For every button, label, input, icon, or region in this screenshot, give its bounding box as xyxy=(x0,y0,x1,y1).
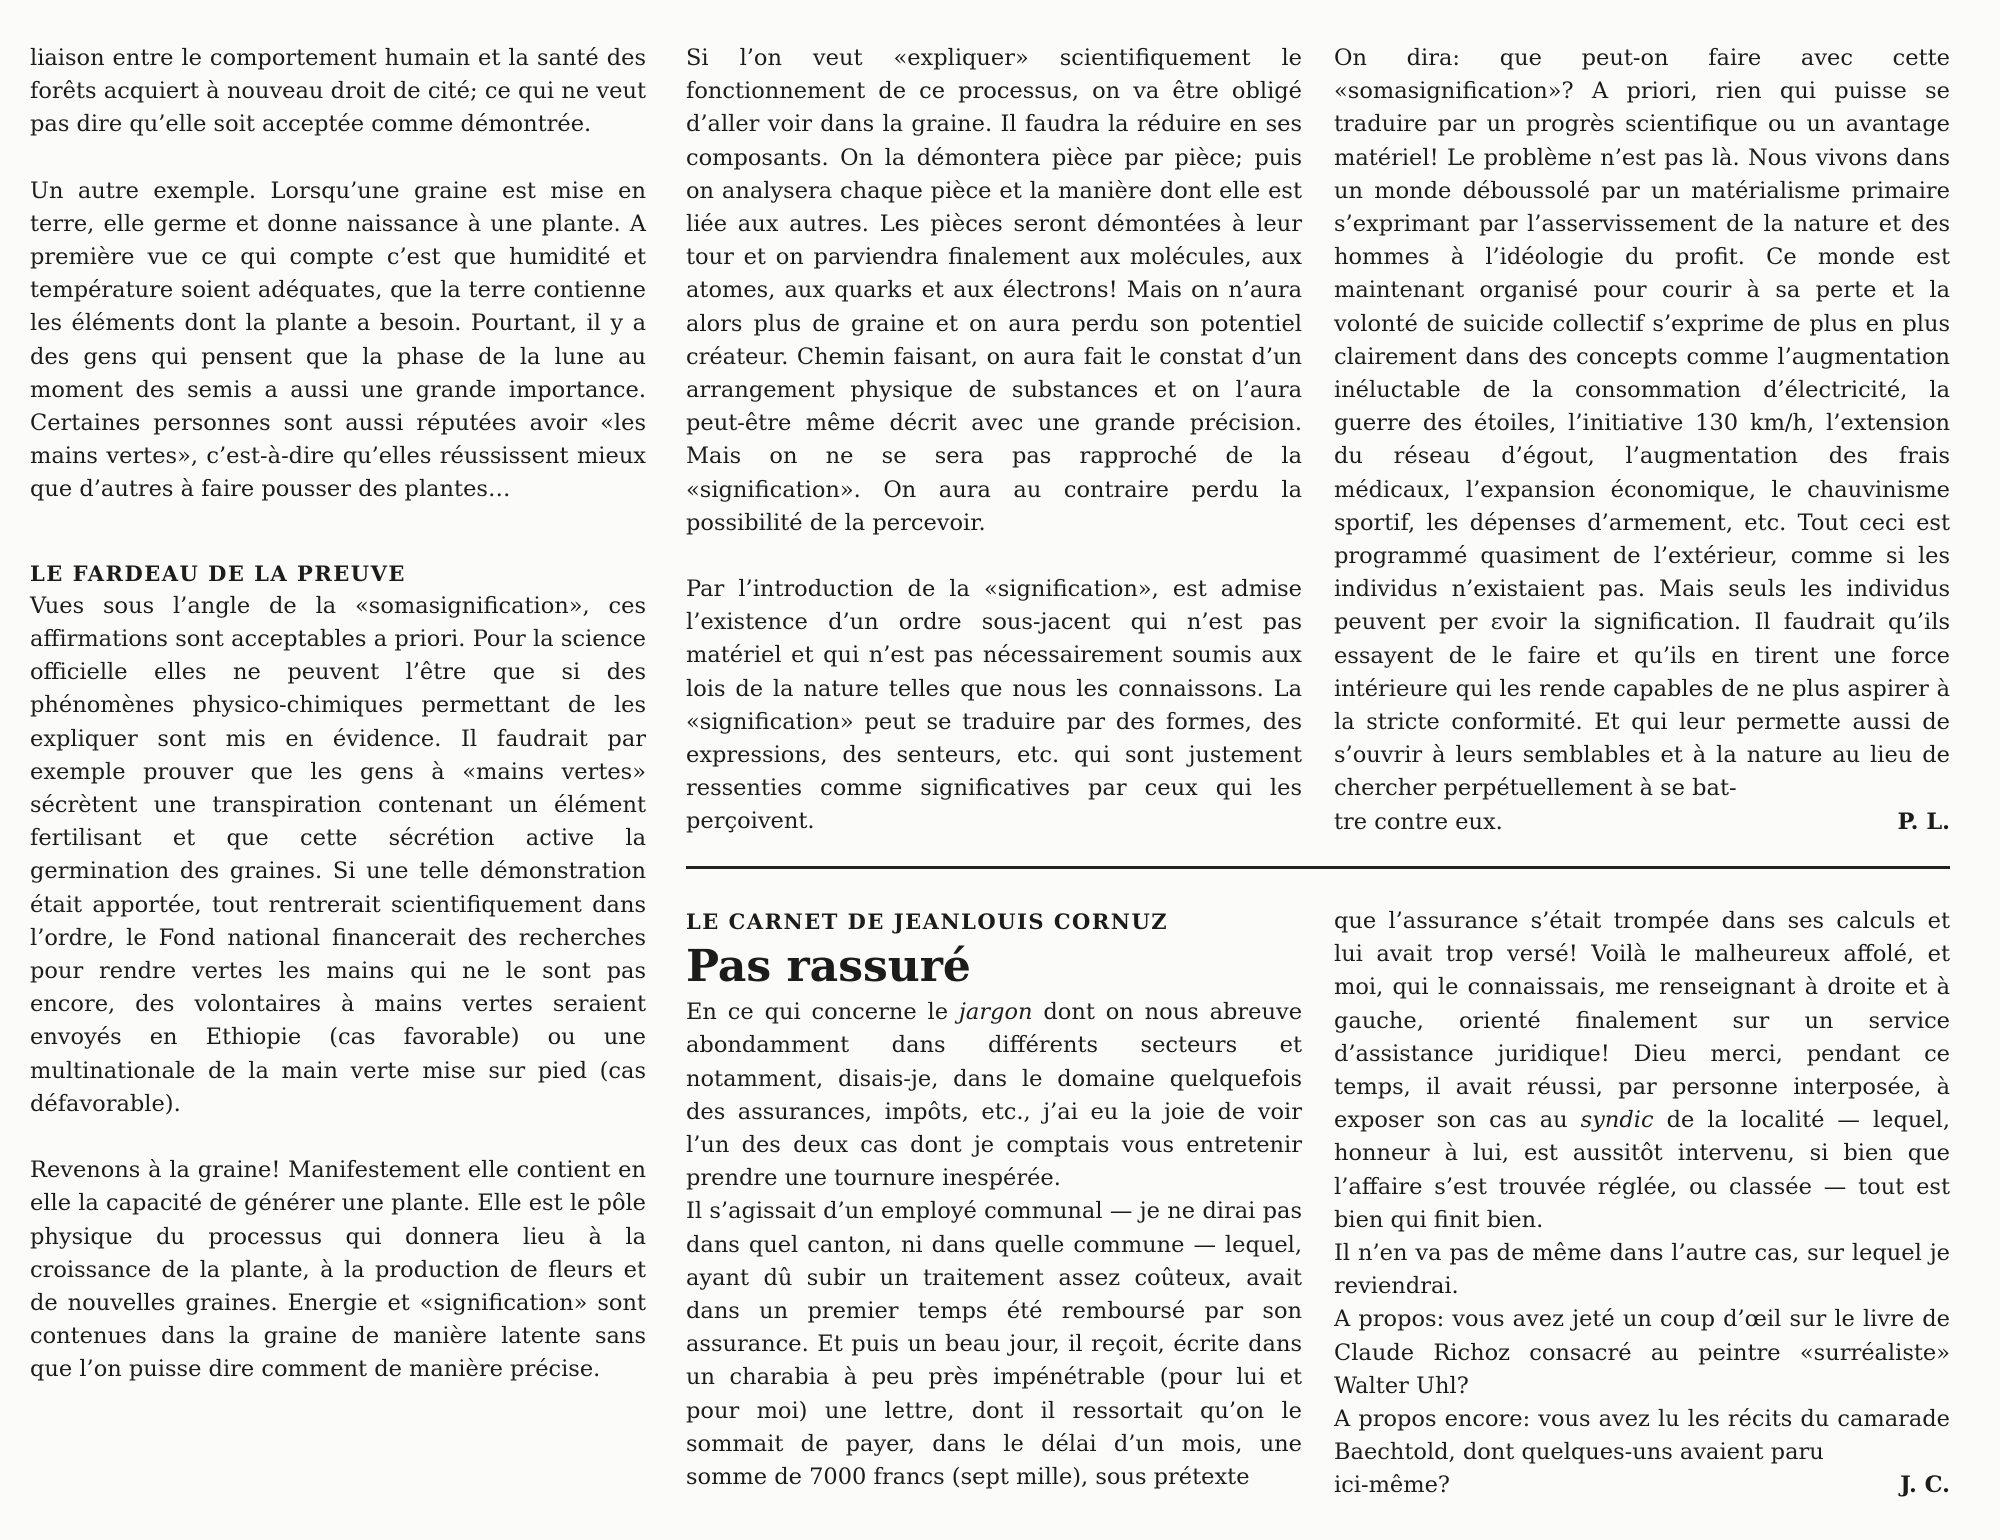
closing-text: ici-même? xyxy=(1334,1472,1450,1499)
column-kicker: LE CARNET DE JEANLOUIS CORNUZ xyxy=(686,909,1169,934)
paragraph: On dira: que peut-on faire avec cette «somasignification»? A priori, rien qui puisse se traduire par un progrès scientifique ou un avantage matériel! Le problème n’est pas là. Nous vivons dans un monde déboussolé par un matérialisme primaire s’exprimant par l’asservissement de la nature et des hommes à l’idéologie du profit. Ce monde est maintenant organisé pour courir à sa perte et la volonté de suicide collectif s’exprime de plus en plus clairement dans des concepts comme l’augmentation inéluctable de la consommation d’électricité, la guerre des étoiles, l’initiative 130 km/h, l’extension du réseau d’égout, l’augmentation des frais médicaux, l’expansion économique, le chauvinisme sportif, les dépenses d’armement, etc. Tout ceci est programmé quasiment de l’extérieur, comme si les individus n’existaient pas. Mais seuls les individus peuvent per ɛvoir la signification. Il faudrait qu’ils essayent de le faire et qu’ils en tirent une force intérieure qui les rende capables de ne plus aspirer à la stricte conformité. Et qui leur permette aussi de s’ouvrir à leurs semblables et à la nature au lieu de chercher perpétuellement à se bat- xyxy=(1334,45,1950,802)
column-3 xyxy=(1334,42,1950,839)
article-title: Pas rassuré xyxy=(686,941,971,993)
paragraph: A propos: vous avez jeté un coup d’œil sur le livre de Claude Richoz consacré au peintre «surréaliste» Walter Uhl? xyxy=(1334,1306,1950,1399)
paragraph: Par l’introduction de la «signification», est admise l’existence d’un ordre sous-jacent qui n’est pas matériel et qui n’est pas nécessairement soumis aux lois de la nature telles que nous les connaissons. La «signification» peut se traduire par des formes, des expressions, des senteurs, etc. qui sont justement ressenties comme significatives par ceux qui les perçoivent. xyxy=(686,576,1302,835)
section-heading: LE FARDEAU DE LA PREUVE xyxy=(30,560,406,586)
paragraph: que l’assurance s’était trompée dans ses calculs et lui avait trop versé! Voilà le malheureux affolé, et moi, qui le connaissais, me renseignant à droite et à gauche, orienté finalement sur un service d’assistance juridique! Dieu merci, pendant ce temps, il avait réussi, par personne interposée, à exposer son cas au syndic de la localité — lequel, honneur à lui, est aussitôt intervenu, si bien que l’affaire s’est trouvée réglée, ou classée — tout est bien qui finit bien. xyxy=(1334,908,1951,1233)
paragraph: A propos encore: vous avez lu les récits du camarade Baechtold, dont quelques-uns avaient paru xyxy=(1334,1406,1950,1466)
column-1 xyxy=(30,42,646,1387)
closing-text: tre contre eux. xyxy=(1334,808,1503,835)
paragraph: Si l’on veut «expliquer» scientifiquement le fonctionnement de ce processus, on va être obligé d’aller voir dans la graine. Il faudra la réduire en ses composants. On la démontera pièce par pièce; puis on analysera chaque pièce et la manière dont elle est liée aux autres. Les pièces seront démontées à leur tour et on parviendra finalement aux molécules, aux atomes, aux quarks et aux électrons! Mais on n’aura alors plus de graine et on aura perdu son potentiel créateur. Chemin faisant, on aura fait le constat d’un arrangement physique de substances et on l’aura peut-être même décrit avec une grande précision. Mais on ne se sera pas rapproché de la «signification». On aura au contraire perdu la possibilité de la percevoir. xyxy=(686,45,1302,536)
signature-line xyxy=(1334,806,1950,839)
carnet-column-1 xyxy=(686,905,1302,1494)
section-divider xyxy=(686,866,1950,869)
paragraph: liaison entre le comportement humain et la santé des forêts acquiert à nouveau droit de cité; ce qui ne veut pas dire qu’elle soit acceptée comme démontrée. xyxy=(30,45,646,138)
carnet-column-2 xyxy=(1334,905,1950,1503)
author-signature: P. L. xyxy=(1897,808,1950,835)
column-2 xyxy=(686,42,1302,839)
paragraph: Revenons à la graine! Manifestement elle contient en elle la capacité de générer une plante. Elle est le pôle physique du processus qui donnera lieu à la croissance de la plante, à la production de fleurs et de nouvelles graines. Energie et «signification» sont contenues dans la graine de manière latente sans que l’on puisse dire comment de manière précise. xyxy=(30,1157,646,1383)
paragraph: Il n’en va pas de même dans l’autre cas, sur lequel je reviendrai. xyxy=(1334,1240,1950,1300)
paragraph: Un autre exemple. Lorsqu’une graine est mise en terre, elle germe et donne naissance à une plante. A première vue ce qui compte c’est que humidité et température soient adéquates, que la terre contienne les éléments dont la plante a besoin. Pourtant, il y a des gens qui pensent que la phase de la lune au moment des semis a aussi une grande importance. Certaines personnes sont aussi réputées avoir «les mains vertes», c’est-à-dire qu’elles réussissent mieux que d’autres à faire pousser des plantes… xyxy=(30,177,646,503)
author-signature: J. C. xyxy=(1900,1472,1950,1499)
paragraph: Vues sous l’angle de la «somasignification», ces affirmations sont acceptables a priori. Pour la science officielle elles ne peuvent l’être que si des phénomènes physico-chimiques permettant de les expliquer sont mis en évidence. Il faudrait par exemple prouver que les gens à «mains vertes» sécrètent une transpiration contenant un élément fertilisant et que cette sécrétion active la germination des graines. Si une telle démonstration était apportée, tout rentrerait scientifiquement dans l’ordre, le Fond national financerait des recherches pour rendre vertes les mains qui ne le sont pas encore, des volontaires à mains vertes seraient envoyés en Ethiopie (cas favorable) ou une multinationale de la main verte mise sur pied (cas défavorable). xyxy=(30,592,646,1117)
emphasis: syndic xyxy=(1580,1107,1654,1134)
paragraph: Il s’agissait d’un employé communal — je ne dirai pas dans quel canton, ni dans quelle commune — lequel, ayant dû subir un traitement assez coûteux, avait dans un premier temps été remboursé par son assurance. Et puis un beau jour, il reçoit, écrite dans un charabia à peu près impénétrable (pour lui et pour moi) une lettre, dont il ressortait qu’on le sommait de payer, dans le délai d’un mois, une somme de 7000 francs (sept mille), sous prétexte xyxy=(686,1198,1302,1491)
signature-line xyxy=(1334,1469,1950,1502)
emphasis: jargon xyxy=(958,999,1033,1026)
paragraph: En ce qui concerne le jargon dont on nous abreuve abondamment dans différents secteurs et notamment, disais-je, dans le domaine quelquefois des assurances, impôts, etc., j’ai eu la joie de voir l’un des deux cas dont je comptais vous entretenir prendre une tournure inespérée. xyxy=(686,999,1303,1192)
